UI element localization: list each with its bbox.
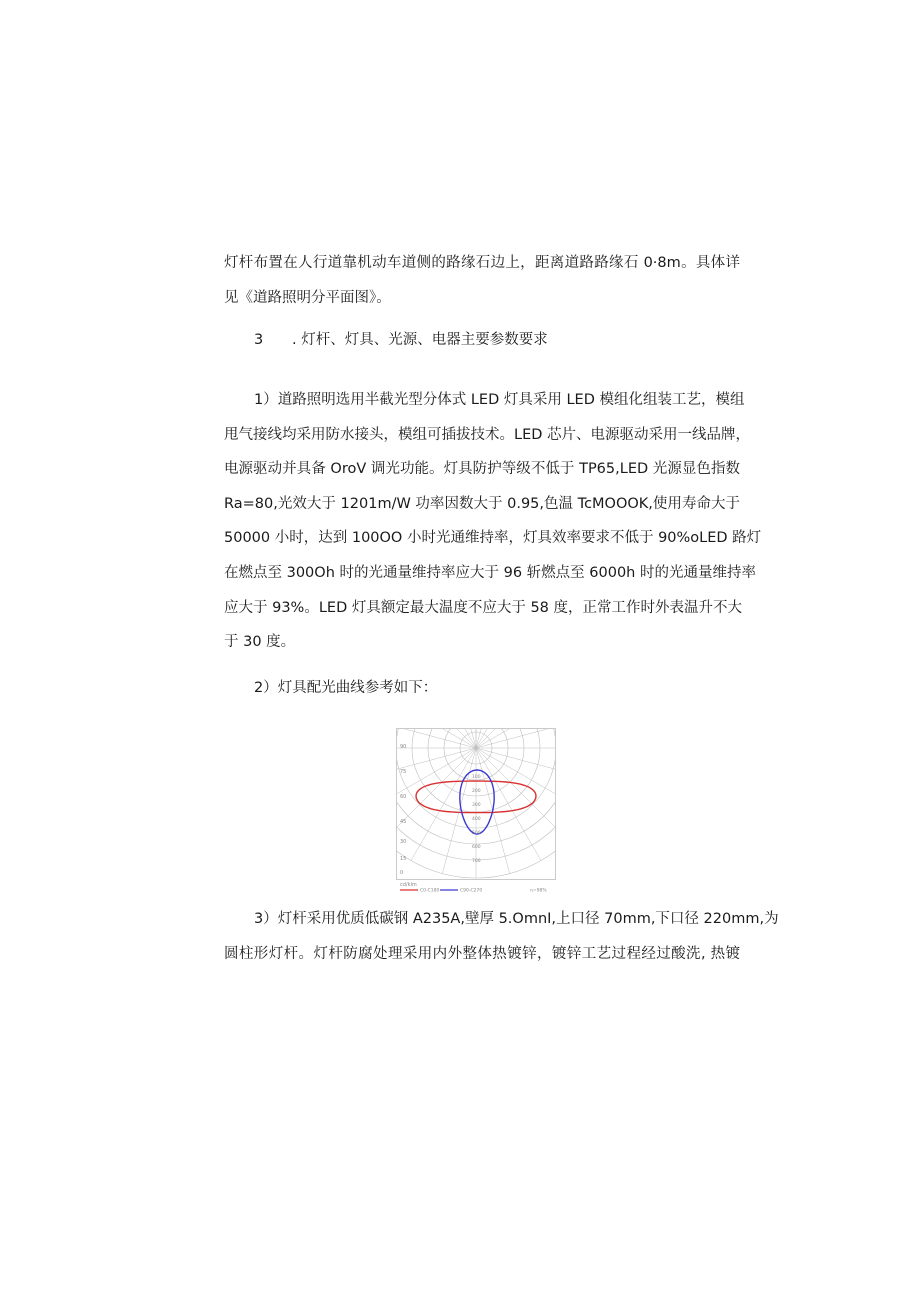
item1-line-6: 在燃点至 300Oh 时的光通量维持率应大于 96 斩燃点至 6000h 时的光通量维持率 <box>224 564 756 581</box>
section-title: . 灯杆、灯具、光源、电器主要参数要求 <box>292 332 548 348</box>
intro-line-1: 灯杆布置在人行道靠机动车道侧的路缘石边上，距离道路路缘石 0·8m。具体详 <box>224 255 740 271</box>
section-heading <box>254 326 548 354</box>
item1-line-2: 甩气接线均采用防水接头，模组可插拔技术。LED 芯片、电源驱动采用一线品牌， <box>224 426 751 443</box>
item1-line-4: Ra=80,光效大于 1201m∕W 功率因数大于 0.95,色温 TcMOOOK,使用寿命大于 <box>224 495 740 512</box>
angle-label: 15 <box>400 856 407 862</box>
unit-label: cd/klm <box>400 882 417 888</box>
radial-label: 500 <box>472 831 481 836</box>
light-distribution-chart <box>396 728 556 892</box>
intro-paragraph <box>224 246 740 315</box>
radial-label: 100 <box>472 775 481 780</box>
radial-label: 700 <box>472 859 481 864</box>
legend-label-c90: C90-C270 <box>460 888 483 892</box>
angle-label: 90 <box>400 744 407 750</box>
item1-line-1: 1）道路照明选用半截光型分体式 LED 灯具采用 LED 模组化组装工艺，模组 <box>254 392 745 408</box>
item1-paragraph <box>224 383 762 660</box>
item1-line-3: 电源驱动并具备 OroV 调光功能。灯具防护等级不低于 TP65,LED 光源显色指数 <box>224 461 740 478</box>
radial-label: 300 <box>472 803 481 808</box>
angle-label: 75 <box>400 769 407 775</box>
item1-line-5: 50000 小时，达到 100OO 小时光通维持率，灯具效率要求不低于 90%oLED 路灯 <box>224 530 762 547</box>
item1-line-8: 于 30 度。 <box>224 634 296 651</box>
angle-label: 60 <box>400 794 407 800</box>
angle-label: 30 <box>400 839 407 845</box>
chart-legend <box>400 882 547 892</box>
item2-text: 2）灯具配光曲线参考如下： <box>254 680 438 696</box>
radial-label: 400 <box>472 817 481 822</box>
efficiency-note: η=98% <box>530 888 547 892</box>
angle-label: 45 <box>400 819 407 825</box>
item1-line-7: 应大于 93%。LED 灯具额定最大温度不应大于 58 度，正常工作时外表温升不大 <box>224 599 743 616</box>
legend-label-c0: C0-C180 <box>420 888 440 892</box>
intro-line-2: 见《道路照明分平面图》。 <box>224 289 391 306</box>
radial-label: 200 <box>472 789 481 794</box>
section-number: 3 <box>254 332 264 348</box>
radial-label: 600 <box>472 845 481 850</box>
item3-paragraph <box>224 902 779 971</box>
item3-line-1: 3）灯杆采用优质低碳钢 A235A,壁厚 5.OmnI,上口径 70mm,下口径 220mm,为 <box>254 911 779 927</box>
item3-line-2: 圆柱形灯杆。灯杆防腐处理采用内外整体热镀锌，镀锌工艺过程经过酸洗, 热镀 <box>224 945 740 962</box>
angle-label: 0 <box>400 870 404 876</box>
